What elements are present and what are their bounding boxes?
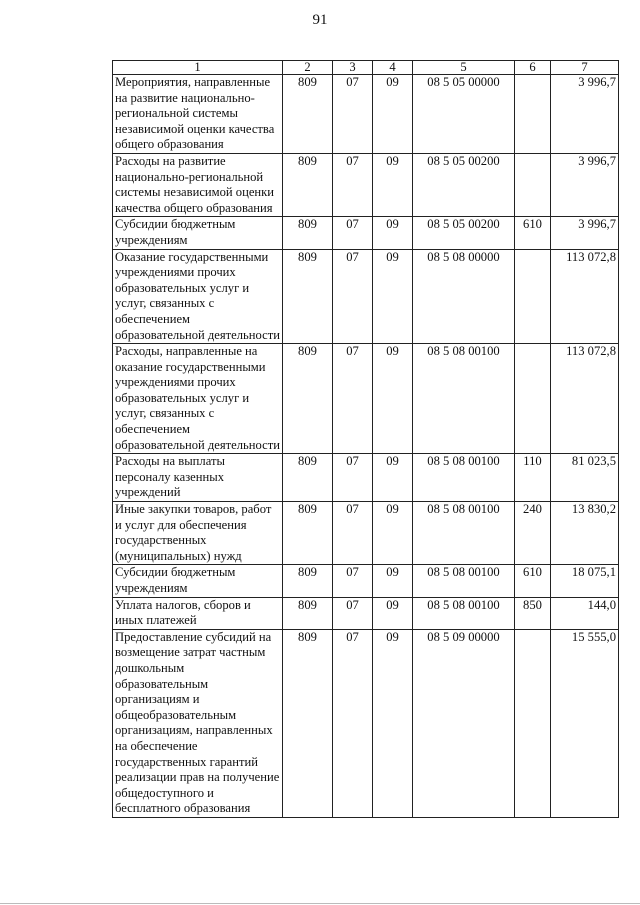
target-article-cell: 08 5 08 00000: [413, 249, 515, 344]
target-article-cell: 08 5 05 00200: [413, 153, 515, 216]
table-row: [113, 217, 619, 249]
amount-cell: 15 555,0: [551, 629, 619, 817]
amount-cell: 3 996,7: [551, 153, 619, 216]
table-row: [113, 75, 619, 154]
row-name-cell: Мероприятия, направленные на развитие национально-региональной системы независимой оценки качества общего образования: [113, 75, 283, 154]
ministry-code-cell: 809: [283, 344, 333, 454]
expense-type-cell: [515, 75, 551, 154]
ministry-code-cell: 809: [283, 75, 333, 154]
column-header: 4: [373, 61, 413, 75]
section-code-cell: 07: [333, 454, 373, 502]
section-code-cell: 07: [333, 75, 373, 154]
target-article-cell: 08 5 08 00100: [413, 344, 515, 454]
amount-cell: 144,0: [551, 597, 619, 629]
subsection-code-cell: 09: [373, 249, 413, 344]
target-article-cell: 08 5 08 00100: [413, 565, 515, 597]
table-row: [113, 597, 619, 629]
amount-cell: 18 075,1: [551, 565, 619, 597]
row-name-cell: Уплата налогов, сборов и иных платежей: [113, 597, 283, 629]
target-article-cell: 08 5 05 00000: [413, 75, 515, 154]
subsection-code-cell: 09: [373, 565, 413, 597]
column-header: 1: [113, 61, 283, 75]
ministry-code-cell: 809: [283, 217, 333, 249]
table-row: [113, 153, 619, 216]
ministry-code-cell: 809: [283, 454, 333, 502]
expense-type-cell: 240: [515, 502, 551, 565]
subsection-code-cell: 09: [373, 75, 413, 154]
table-row: [113, 249, 619, 344]
subsection-code-cell: 09: [373, 344, 413, 454]
table-row: [113, 565, 619, 597]
amount-cell: 81 023,5: [551, 454, 619, 502]
section-code-cell: 07: [333, 502, 373, 565]
expense-type-cell: [515, 629, 551, 817]
row-name-cell: Субсидии бюджетным учреждениям: [113, 565, 283, 597]
section-code-cell: 07: [333, 249, 373, 344]
amount-cell: 13 830,2: [551, 502, 619, 565]
row-name-cell: Расходы, направленные на оказание государственными учреждениями прочих образовательных услуг и услуг, связанных с обеспечением образовательной деятельности: [113, 344, 283, 454]
section-code-cell: 07: [333, 344, 373, 454]
column-header: 3: [333, 61, 373, 75]
expense-type-cell: 610: [515, 565, 551, 597]
ministry-code-cell: 809: [283, 597, 333, 629]
column-header: 5: [413, 61, 515, 75]
budget-table: [112, 60, 619, 818]
section-code-cell: 07: [333, 565, 373, 597]
expense-type-cell: [515, 249, 551, 344]
header-row: [113, 61, 619, 75]
target-article-cell: 08 5 08 00100: [413, 502, 515, 565]
amount-cell: 113 072,8: [551, 344, 619, 454]
row-name-cell: Расходы на развитие национально-региональной системы независимой оценки качества общего образования: [113, 153, 283, 216]
section-code-cell: 07: [333, 629, 373, 817]
ministry-code-cell: 809: [283, 565, 333, 597]
table-row: [113, 344, 619, 454]
table-row: [113, 454, 619, 502]
subsection-code-cell: 09: [373, 153, 413, 216]
ministry-code-cell: 809: [283, 502, 333, 565]
target-article-cell: 08 5 08 00100: [413, 597, 515, 629]
expense-type-cell: [515, 344, 551, 454]
row-name-cell: Субсидии бюджетным учреждениям: [113, 217, 283, 249]
row-name-cell: Оказание государственными учреждениями прочих образовательных услуг и услуг, связанных с обеспечением образовательной деятельности: [113, 249, 283, 344]
subsection-code-cell: 09: [373, 454, 413, 502]
table-row: [113, 502, 619, 565]
ministry-code-cell: 809: [283, 629, 333, 817]
column-header: 7: [551, 61, 619, 75]
expense-type-cell: 110: [515, 454, 551, 502]
section-code-cell: 07: [333, 217, 373, 249]
row-name-cell: Иные закупки товаров, работ и услуг для обеспечения государственных (муниципальных) нужд: [113, 502, 283, 565]
subsection-code-cell: 09: [373, 502, 413, 565]
expense-type-cell: 850: [515, 597, 551, 629]
subsection-code-cell: 09: [373, 597, 413, 629]
amount-cell: 3 996,7: [551, 75, 619, 154]
ministry-code-cell: 809: [283, 153, 333, 216]
target-article-cell: 08 5 05 00200: [413, 217, 515, 249]
target-article-cell: 08 5 08 00100: [413, 454, 515, 502]
row-name-cell: Предоставление субсидий на возмещение затрат частным дошкольным образовательным организациям и общеобразовательным организациям, направленных на обеспечение государственных гарантий реализации прав на получение общедоступного и бесплатного образования: [113, 629, 283, 817]
amount-cell: 113 072,8: [551, 249, 619, 344]
column-header: 2: [283, 61, 333, 75]
page-bottom-edge: [0, 903, 640, 904]
expense-type-cell: 610: [515, 217, 551, 249]
amount-cell: 3 996,7: [551, 217, 619, 249]
column-header: 6: [515, 61, 551, 75]
table-body: [113, 75, 619, 818]
table-row: [113, 629, 619, 817]
section-code-cell: 07: [333, 597, 373, 629]
subsection-code-cell: 09: [373, 629, 413, 817]
page-number: 91: [312, 12, 328, 28]
row-name-cell: Расходы на выплаты персоналу казенных учреждений: [113, 454, 283, 502]
ministry-code-cell: 809: [283, 249, 333, 344]
expense-type-cell: [515, 153, 551, 216]
section-code-cell: 07: [333, 153, 373, 216]
subsection-code-cell: 09: [373, 217, 413, 249]
target-article-cell: 08 5 09 00000: [413, 629, 515, 817]
